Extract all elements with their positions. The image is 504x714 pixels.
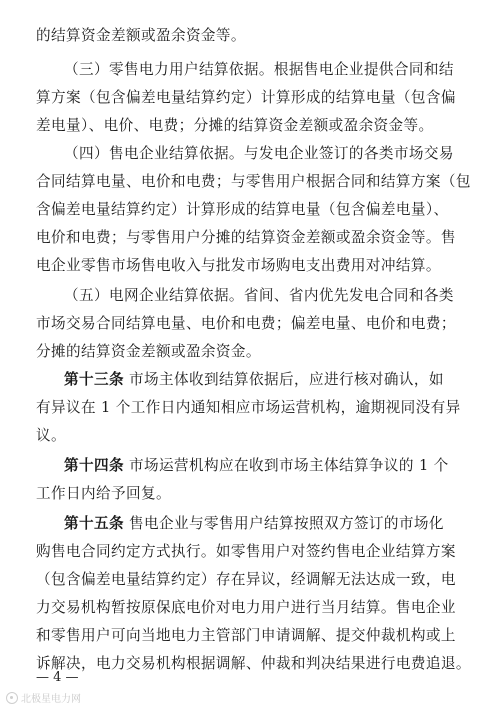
page-number: — 4 — bbox=[36, 670, 79, 685]
text-line: 购售电合同约定方式执行。如零售用户对签约售电企业结算方案 bbox=[36, 543, 456, 560]
text-line: 的结算资金差额或盈余资金等。 bbox=[36, 27, 246, 44]
text-span: 售电企业与零售用户结算按照双方签订的市场化 bbox=[129, 515, 444, 532]
article-15-heading: 第十五条 bbox=[64, 515, 124, 532]
watermark-logo-icon bbox=[6, 692, 18, 704]
text-line: 市场交易合同结算电量、电价和电费；偏差电量、电价和电费； bbox=[36, 315, 456, 332]
text-line: 力交易机构暂按原保底电价对电力用户进行当月结算。售电企业 bbox=[36, 599, 456, 616]
text-line: （五）电网企业结算依据。省间、省内优先发电合同和各类 bbox=[64, 287, 454, 304]
text-line: （四）售电企业结算依据。与发电企业签订的各类市场交易 bbox=[64, 145, 454, 162]
text-line: 含偏差电量结算约定）计算形成的结算电量（包含偏差电量）、 bbox=[36, 201, 449, 218]
article-13-line bbox=[64, 370, 476, 390]
text-line: 和零售用户可向当地电力主管部门申请调解、提交仲裁机构或上 bbox=[36, 627, 456, 644]
text-line: 差电量）、电价、电费；分摊的结算资金差额或盈余资金等。 bbox=[36, 117, 434, 134]
article-15-line bbox=[64, 514, 476, 534]
text-span: 市场主体收到结算依据后，应进行核对确认，如 bbox=[129, 371, 444, 388]
watermark bbox=[6, 690, 81, 705]
text-line: 诉解决，电力交易机构根据调解、仲裁和判决结果进行电费追退。 bbox=[36, 655, 471, 672]
text-line: 议。 bbox=[36, 427, 66, 444]
article-13-heading: 第十三条 bbox=[64, 371, 124, 388]
text-line: 分摊的结算资金差额或盈余资金。 bbox=[36, 343, 261, 360]
text-line: （三）零售电力用户结算依据。根据售电企业提供合同和结 bbox=[64, 61, 454, 78]
text-line: 电价和电费；与零售用户分摊的结算资金差额或盈余资金等。售 bbox=[36, 229, 456, 246]
text-line: 工作日内给予回复。 bbox=[36, 485, 171, 502]
article-14-heading: 第十四条 bbox=[64, 457, 124, 474]
text-line: （包含偏差电量结算约定）存在异议，经调解无法达成一致，电 bbox=[36, 571, 456, 588]
text-span: 市场运营机构应在收到市场主体结算争议的 1 个 bbox=[129, 457, 449, 474]
watermark-text: 北极星电力网 bbox=[21, 694, 81, 705]
text-line: 合同结算电量、电价和电费；与零售用户根据合同和结算方案（包 bbox=[36, 173, 471, 190]
text-line: 有异议在 1 个工作日内通知相应市场运营机构，逾期视同没有异 bbox=[36, 399, 461, 416]
article-14-line bbox=[64, 456, 476, 476]
text-line: 算方案（包含偏差电量结算约定）计算形成的结算电量（包含偏 bbox=[36, 89, 456, 106]
text-line: 电企业零售市场售电收入与批发市场购电支出费用对冲结算。 bbox=[36, 257, 441, 274]
